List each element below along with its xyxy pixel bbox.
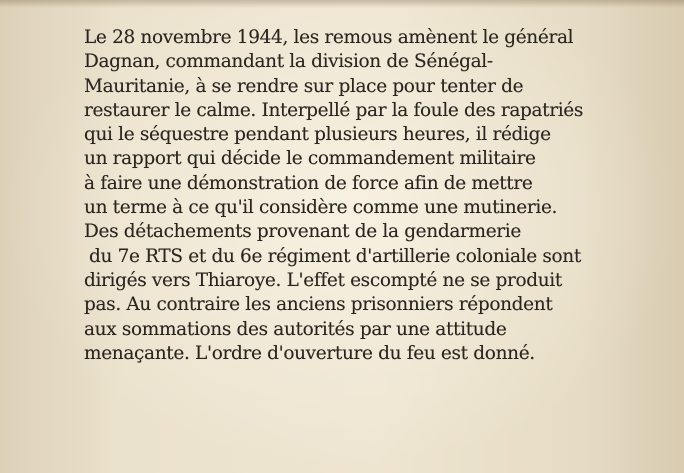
text-line: à faire une démonstration de force afin de mettre xyxy=(84,172,533,194)
paragraph-text xyxy=(84,26,684,366)
text-line: qui le séquestre pendant plusieurs heures, il rédige xyxy=(84,124,551,146)
text-line: dirigés vers Thiaroye. L'effet escompté ne se produit xyxy=(84,269,562,291)
text-line: un rapport qui décide le commandement militaire xyxy=(84,148,536,170)
text-line: Dagnan, commandant la division de Sénégal- xyxy=(84,51,493,73)
text-line: du 7e RTS et du 6e régiment d'artillerie coloniale sont xyxy=(89,245,581,267)
text-line: pas. Au contraire les anciens prisonniers répondent xyxy=(84,294,553,316)
text-line: restaurer le calme. Interpellé par la foule des rapatriés xyxy=(84,99,584,121)
text-line: un terme à ce qu'il considère comme une mutinerie. xyxy=(84,197,558,219)
text-line: Des détachements provenant de la gendarmerie xyxy=(84,221,521,243)
text-line: menaçante. L'ordre d'ouverture du feu est donné. xyxy=(84,342,535,364)
text-line: Mauritanie, à se rendre sur place pour tenter de xyxy=(84,75,524,97)
text-line: Le 28 novembre 1944, les remous amènent le général xyxy=(84,27,574,48)
top-edge-shadow xyxy=(0,0,684,8)
text-line: aux sommations des autorités par une attitude xyxy=(84,318,507,340)
